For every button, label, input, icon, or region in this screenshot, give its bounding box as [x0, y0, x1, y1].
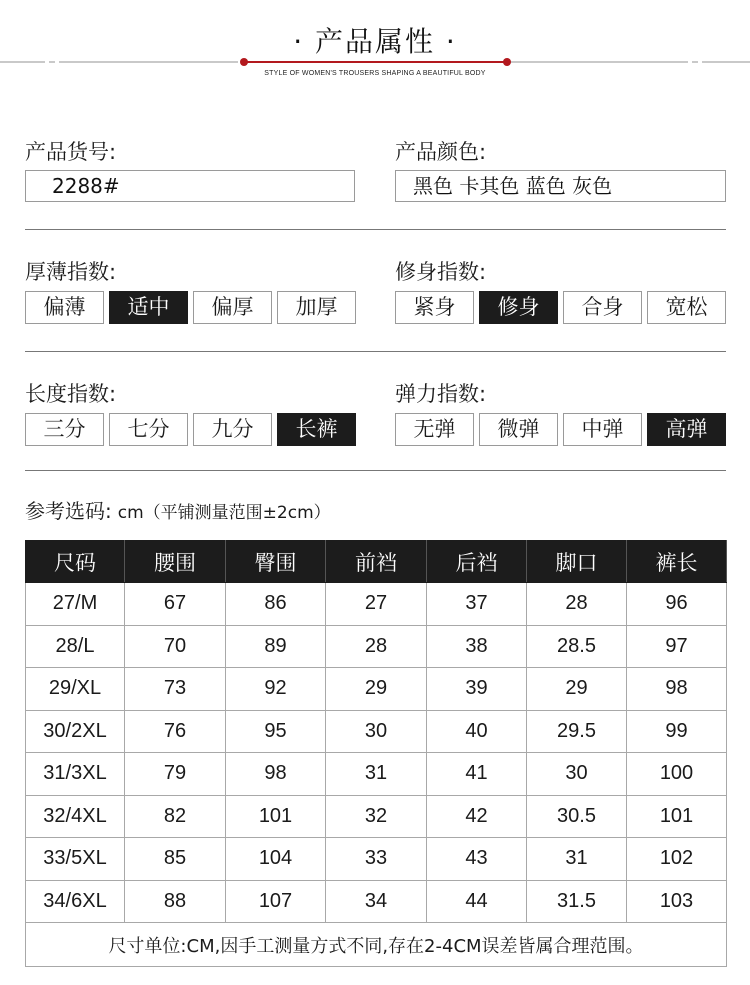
table-cell: 98 [627, 668, 727, 711]
table-cell: 28/L [26, 625, 125, 668]
table-cell: 88 [125, 880, 226, 923]
item-number-value: 2288# [25, 170, 355, 202]
page-title: · 产品属性 · [293, 25, 457, 58]
size-table [25, 540, 727, 967]
table-cell: 89 [226, 625, 326, 668]
table-cell: 79 [125, 753, 226, 796]
table-footnote: 尺寸单位:CM,因手工测量方式不同,存在2-4CM误差皆属合理范围。 [26, 923, 727, 967]
length-option: 三分 [25, 413, 104, 446]
table-cell: 28.5 [527, 625, 627, 668]
section-divider [25, 470, 726, 471]
table-header-row [26, 541, 727, 583]
table-row [26, 710, 727, 753]
table-cell: 92 [226, 668, 326, 711]
table-cell: 30 [326, 710, 427, 753]
size-reference [25, 495, 331, 524]
elasticity-option: 中弹 [563, 413, 642, 446]
table-cell: 32/4XL [26, 795, 125, 838]
table-cell: 29 [527, 668, 627, 711]
table-cell: 32 [326, 795, 427, 838]
table-cell: 44 [427, 880, 527, 923]
table-row [26, 753, 727, 796]
table-cell: 37 [427, 583, 527, 626]
table-header-cell: 后裆 [427, 541, 527, 583]
length-option: 七分 [109, 413, 188, 446]
table-cell: 31 [527, 838, 627, 881]
table-cell: 33/5XL [26, 838, 125, 881]
table-cell: 41 [427, 753, 527, 796]
table-cell: 33 [326, 838, 427, 881]
table-cell: 27/M [26, 583, 125, 626]
table-cell: 39 [427, 668, 527, 711]
section-divider [25, 229, 726, 230]
length-option: 长裤 [277, 413, 356, 446]
table-header-cell: 脚口 [527, 541, 627, 583]
table-header-cell: 前裆 [326, 541, 427, 583]
table-header-cell: 腰围 [125, 541, 226, 583]
length-label: 长度指数: [25, 382, 117, 406]
header-divider-left [0, 61, 238, 63]
colors-value: 黑色 卡其色 蓝色 灰色 [395, 170, 726, 202]
table-cell: 40 [427, 710, 527, 753]
table-cell: 101 [226, 795, 326, 838]
thickness-option: 加厚 [277, 291, 356, 324]
elasticity-option: 高弹 [647, 413, 726, 446]
table-header-cell: 裤长 [627, 541, 727, 583]
table-footnote-row [26, 923, 727, 967]
table-cell: 34 [326, 880, 427, 923]
fit-label: 修身指数: [395, 260, 487, 284]
table-cell: 31 [326, 753, 427, 796]
table-cell: 34/6XL [26, 880, 125, 923]
thickness-option: 适中 [109, 291, 188, 324]
length-option: 九分 [193, 413, 272, 446]
header-accent-line [245, 61, 505, 63]
table-cell: 70 [125, 625, 226, 668]
table-row [26, 838, 727, 881]
fit-option: 宽松 [647, 291, 726, 324]
table-cell: 28 [326, 625, 427, 668]
table-cell: 107 [226, 880, 326, 923]
item-number-label: 产品货号: [25, 140, 117, 164]
table-cell: 27 [326, 583, 427, 626]
table-row [26, 795, 727, 838]
table-cell: 99 [627, 710, 727, 753]
table-header-cell: 臀围 [226, 541, 326, 583]
table-cell: 73 [125, 668, 226, 711]
table-cell: 30/2XL [26, 710, 125, 753]
elasticity-option: 微弹 [479, 413, 558, 446]
table-row [26, 880, 727, 923]
table-cell: 31.5 [527, 880, 627, 923]
table-row [26, 625, 727, 668]
table-cell: 102 [627, 838, 727, 881]
thickness-option: 偏厚 [193, 291, 272, 324]
fit-option: 紧身 [395, 291, 474, 324]
table-cell: 86 [226, 583, 326, 626]
page-subtitle: STYLE OF WOMEN'S TROUSERS SHAPING A BEAUTIFUL BODY [264, 70, 486, 77]
table-cell: 31/3XL [26, 753, 125, 796]
table-cell: 82 [125, 795, 226, 838]
thickness-label: 厚薄指数: [25, 260, 117, 284]
table-cell: 29 [326, 668, 427, 711]
table-cell: 96 [627, 583, 727, 626]
table-cell: 29.5 [527, 710, 627, 753]
table-cell: 30.5 [527, 795, 627, 838]
fit-option: 合身 [563, 291, 642, 324]
table-cell: 97 [627, 625, 727, 668]
colors-label: 产品颜色: [395, 140, 487, 164]
table-row [26, 583, 727, 626]
table-cell: 30 [527, 753, 627, 796]
table-cell: 29/XL [26, 668, 125, 711]
size-reference-label: 参考选码: [25, 499, 112, 523]
elasticity-label: 弹力指数: [395, 382, 487, 406]
table-cell: 38 [427, 625, 527, 668]
table-cell: 100 [627, 753, 727, 796]
table-cell: 104 [226, 838, 326, 881]
table-cell: 43 [427, 838, 527, 881]
fit-option: 修身 [479, 291, 558, 324]
table-cell: 76 [125, 710, 226, 753]
table-cell: 95 [226, 710, 326, 753]
table-cell: 67 [125, 583, 226, 626]
thickness-option: 偏薄 [25, 291, 104, 324]
table-cell: 28 [527, 583, 627, 626]
size-reference-note: cm（平铺测量范围±2cm） [117, 503, 331, 523]
elasticity-option: 无弹 [395, 413, 474, 446]
table-cell: 98 [226, 753, 326, 796]
table-cell: 103 [627, 880, 727, 923]
table-cell: 42 [427, 795, 527, 838]
table-header-cell: 尺码 [26, 541, 125, 583]
table-cell: 85 [125, 838, 226, 881]
table-cell: 101 [627, 795, 727, 838]
header-divider-right [510, 61, 750, 63]
section-divider [25, 351, 726, 352]
section-header [0, 0, 750, 90]
table-row [26, 668, 727, 711]
